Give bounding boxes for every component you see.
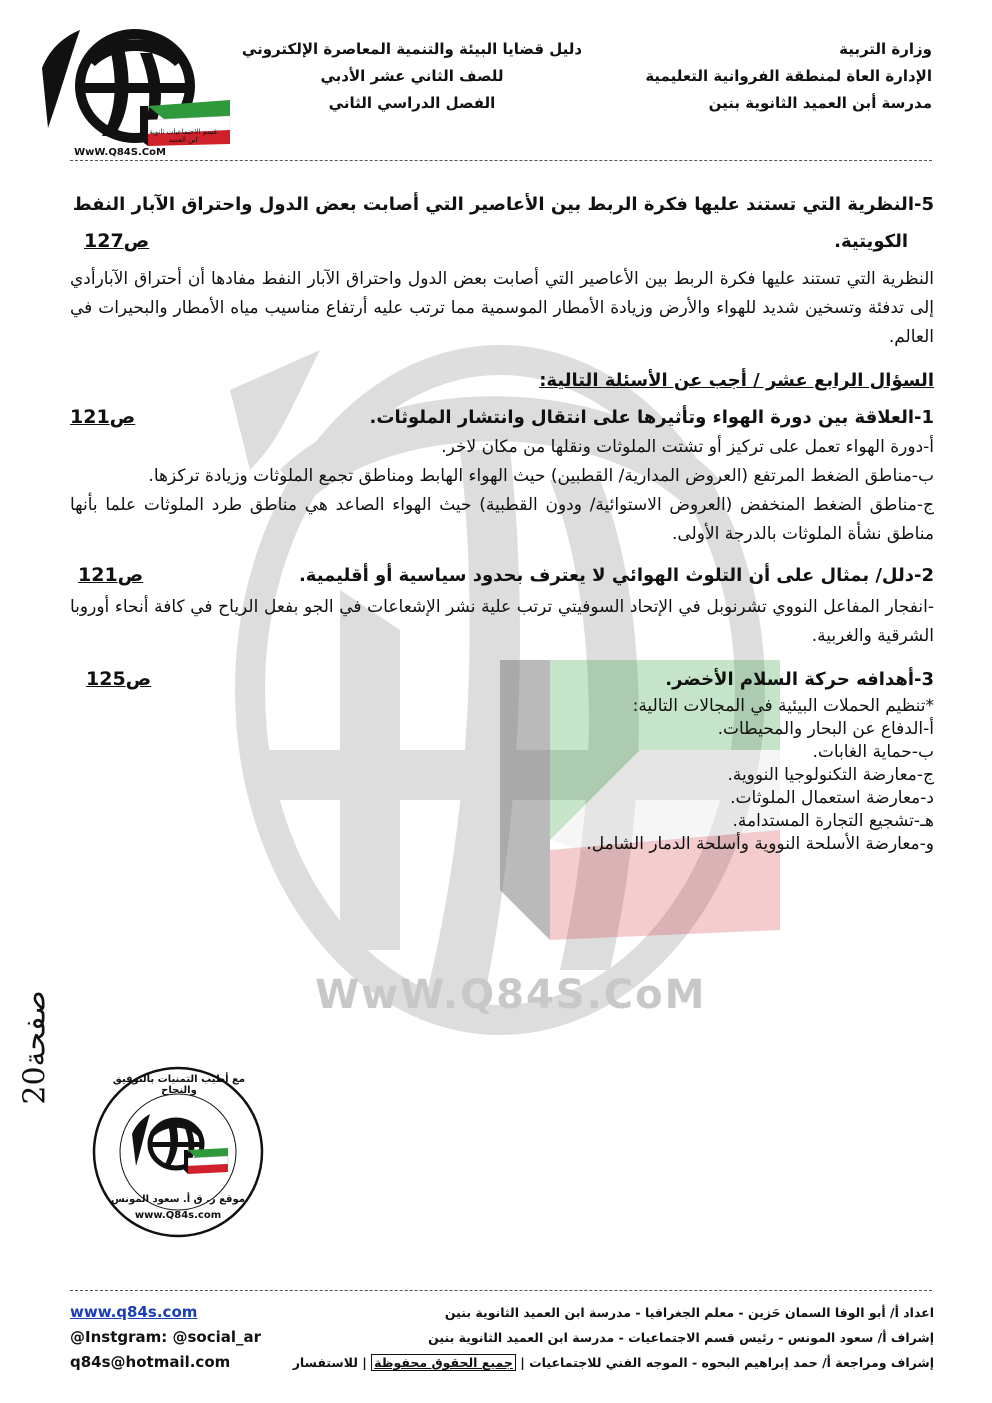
grade-label: للصف الثاني عشر الأدبي [320,67,504,85]
guide-block [232,36,592,117]
q5-title-line1: 5-النظرية التي تستند عليها فكرة الربط بين الأعاصير التي أصابت بعض الدول واحتراق الآبار النفط [72,194,934,215]
stamp-url: www.Q84s.com [134,1210,222,1221]
credit-prepared-by: اعداد أ/ أبو الوفا السمان حَزين - معلم الجغرافيا - مدرسة ابن العميد الثانوية بنين [444,1305,934,1320]
website-link[interactable]: www.q84s.com [70,1303,198,1321]
contact-label: | للاستفسار [292,1355,367,1370]
stamp-name: موقع ر. ق أ. سعود المونس [111,1194,245,1205]
school-name: مدرسة أبن العميد الثانوية بنين [708,94,932,112]
guide-title: دليل قضايا البيئة والتنمية المعاصرة الإلكتروني [241,40,583,58]
ministry-name: وزارة التربية [839,40,932,58]
item3-page-ref: ص125 [86,668,152,690]
q5-title-line2: الكويتية. [834,231,908,252]
document-header [0,28,992,158]
school-stamp [88,1062,268,1242]
semester-label: الفصل الدراسي الثاني [328,94,496,112]
item3-point-a: أ-الدفاع عن البحار والمحيطات. [717,719,934,739]
item2-title-row [70,561,934,593]
main-content [70,190,934,856]
directorate-name: الإدارة العاة لمنطقة الفروانية التعليمية [645,67,932,85]
email-address[interactable]: q84s@hotmail.com [70,1353,231,1371]
item2-title: 2-دلل/ بمثال على أن التلوث الهوائي لا يعترف بحدود سياسية أو أقليمية. [298,565,934,586]
header-divider [70,160,932,161]
q14-item1 [70,399,934,549]
logo-caption: قسم الاجتماعيات ثانوية ابن العميد [149,128,217,144]
instagram-handle[interactable]: @Instgram: @social_ar [70,1328,262,1346]
q5-title-row2 [70,219,934,265]
credit-supervised-by: إشراف أ/ سعود المونس - رئيس قسم الاجتماعيات - مدرسة ابن العميد الثانوية بنين [428,1330,934,1345]
contact-links [70,1300,261,1375]
q5-page-ref: ص127 [84,230,150,252]
item3-point-b: ب-حماية الغابات. [812,742,934,762]
page-number [8,990,58,1105]
item2-page-ref: ص121 [78,564,144,586]
item3-point-f: و-معارضة الأسلحة النووية وأسلحة الدمار الشامل. [586,834,934,854]
stamp-arc-text: مع أطيب التمنيات بالتوفيق والنجاح [112,1074,246,1096]
q14-heading: السؤال الرابع عشر / أجب عن الأسئلة التالية: [539,370,934,391]
item3-point-c: ج-معارضة التكنولوجيا النووية. [727,765,934,785]
q5-answer: النظرية التي تستند عليها فكرة الربط بين الأعاصير التي أصابت بعض الدول واحتراق الآبار النفط مفادها أن أحتراق الآبارأدي إلى تدفئة وتسخين شديد للهواء والأرض وزيادة الأمطار الموسمية مما ترتب عليه أرتفاع مناسيب مياه الأمطار والبحيرات في العالم. [70,269,934,347]
item3-point-e: هـ-تشجيع التجارة المستدامة. [732,811,934,831]
institution-block [645,36,932,117]
item3-intro: *تنظيم الحملات البيئية في المجالات التالية: [632,696,934,716]
item1-title: 1-العلاقة بين دورة الهواء وتأثيرها على انتقال وانتشار الملوثات. [369,407,934,428]
credit-reviewed-by [293,1350,934,1375]
page-number-text: صفحة20 [17,990,53,1105]
item2-answer: -انفجار المفاعل النووي تشرنوبل في الإتحاد السوفيتي ترتب علية نشر الإشعاعات في الجو بفعل الرياح في كافة أنحاء أوروبا الشرقية والغربية. [70,597,934,646]
item3-title: 3-أهدافه حركة السلام الأخضر. [665,669,934,690]
watermark-text: WwW.Q84S.CoM [315,972,707,1018]
credit-reviewer: إشراف ومراجعة أ/ حمد إبراهيم البحوه - الموجه الفني للاجتماعيات | [520,1355,934,1370]
item1-point-b: ب-مناطق الضغط المرتفع (العروض المدارية/ القطبين) حيث الهواء الهابط ومناطق تجمع الملوثات وزيادة تركزها. [148,466,934,486]
item1-title-row [70,399,934,433]
item3-title-row [70,665,934,695]
footer-divider [70,1290,932,1291]
credits-block [293,1300,934,1375]
item1-page-ref: ص121 [70,406,136,428]
item1-point-c: ج-مناطق الضغط المنخفض (العروض الاستوائية/ ودون القطبية) حيث الهواء الصاعد هي مناطق طرد الملوثات علما بأنها مناطق نشأة الملوثات بالدرجة الأولى. [70,495,934,544]
item3-list [70,695,934,856]
q14-item2 [70,561,934,651]
q5-block [70,190,934,352]
rights-reserved: جميع الحقوق محفوظة [371,1354,516,1371]
item1-point-a: أ-دورة الهواء تعمل على تركيز أو تشتت الملوثات ونقلها من مكان لاخر. [441,437,934,457]
q14-item3 [70,665,934,856]
item3-point-d: د-معارضة استعمال الملوثات. [730,788,934,808]
site-logo [40,28,230,158]
logo-url: WwW.Q84S.CoM [74,147,166,158]
